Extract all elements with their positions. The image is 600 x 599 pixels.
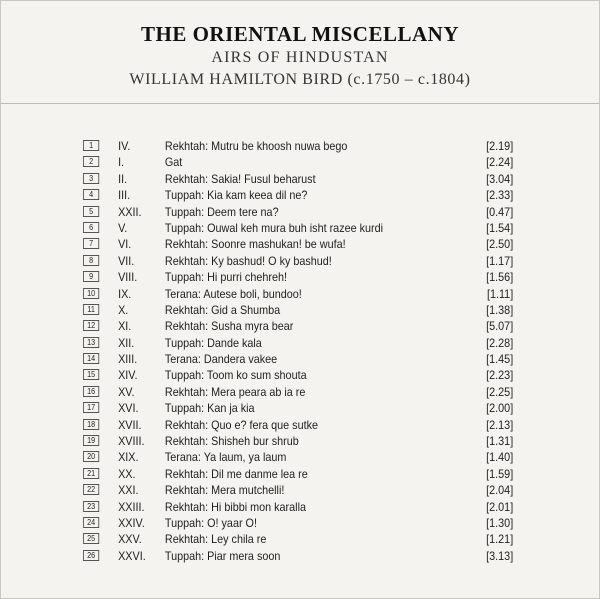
track-roman-numeral: XXIV. bbox=[118, 515, 145, 530]
track-duration: [2.19] bbox=[486, 139, 514, 153]
track-duration: [1.11] bbox=[486, 286, 514, 301]
track-duration: [2.13] bbox=[486, 417, 514, 432]
track-title: Tuppah: Kia kam keea dil ne? bbox=[164, 188, 308, 203]
track-row bbox=[83, 171, 513, 187]
track-list bbox=[83, 138, 513, 564]
track-duration: [3.04] bbox=[486, 171, 514, 186]
track-duration: [5.07] bbox=[486, 319, 514, 334]
track-roman-numeral: XXV. bbox=[118, 532, 142, 547]
track-roman-numeral: XIII. bbox=[118, 352, 138, 367]
album-subtitle: AIRS OF HINDUSTAN bbox=[211, 49, 389, 66]
track-roman-numeral: IX. bbox=[118, 286, 132, 301]
track-row bbox=[83, 466, 513, 482]
track-row bbox=[83, 417, 513, 433]
track-duration: [2.24] bbox=[486, 155, 514, 170]
track-duration: [2.33] bbox=[486, 188, 514, 203]
track-row bbox=[83, 187, 513, 203]
track-title: Tuppah: Deem tere na? bbox=[164, 204, 279, 219]
track-roman-numeral: XVI. bbox=[118, 401, 139, 416]
track-roman-numeral: XV. bbox=[118, 384, 135, 399]
track-row bbox=[83, 236, 513, 252]
track-row bbox=[83, 367, 513, 383]
track-row bbox=[83, 286, 513, 302]
track-duration: [2.04] bbox=[486, 483, 514, 498]
track-number-box: 6 bbox=[83, 222, 99, 233]
track-title: Rekhtah: Soonre mashukan! be wufa! bbox=[164, 237, 346, 252]
track-duration: [0.47] bbox=[486, 204, 514, 219]
track-row bbox=[83, 204, 513, 220]
composer-line: WILLIAM HAMILTON BIRD (c.1750 – c.1804) bbox=[129, 71, 471, 88]
track-title: Tuppah: Toom ko sum shouta bbox=[164, 368, 307, 383]
track-roman-numeral: XII. bbox=[118, 335, 135, 350]
track-duration: [1.45] bbox=[486, 352, 514, 367]
track-number-box: 7 bbox=[83, 238, 99, 249]
track-duration: [1.17] bbox=[486, 253, 514, 268]
track-title: Tuppah: Ouwal keh mura buh isht razee kurdi bbox=[164, 220, 384, 235]
track-row bbox=[83, 154, 513, 170]
track-duration: [2.25] bbox=[486, 384, 514, 399]
track-number-box: 2 bbox=[83, 156, 99, 167]
track-roman-numeral: IV. bbox=[118, 139, 131, 153]
track-number-box: 16 bbox=[83, 386, 99, 397]
track-number-box: 10 bbox=[83, 288, 99, 299]
track-duration: [1.59] bbox=[486, 466, 514, 481]
track-duration: [3.13] bbox=[486, 548, 514, 563]
track-duration: [1.31] bbox=[486, 434, 514, 449]
track-row bbox=[83, 384, 513, 400]
track-duration: [2.50] bbox=[486, 237, 514, 252]
track-roman-numeral: VII. bbox=[118, 253, 135, 268]
track-roman-numeral: VI. bbox=[118, 237, 132, 252]
track-duration: [1.56] bbox=[486, 270, 514, 285]
track-number-box: 21 bbox=[83, 468, 99, 479]
track-roman-numeral: XXVI. bbox=[118, 548, 146, 563]
track-duration: [2.23] bbox=[486, 368, 514, 383]
track-duration: [1.21] bbox=[486, 532, 514, 547]
track-title: Rekhtah: Gid a Shumba bbox=[164, 302, 281, 317]
track-number-box: 25 bbox=[83, 533, 99, 544]
track-number-box: 13 bbox=[83, 337, 99, 348]
track-title: Terana: Autese boli, bundoo! bbox=[164, 286, 302, 301]
track-title: Rekhtah: Shisheh bur shrub bbox=[164, 434, 299, 449]
track-number-box: 5 bbox=[83, 206, 99, 217]
track-row bbox=[83, 220, 513, 236]
track-row bbox=[83, 138, 513, 154]
track-row bbox=[83, 335, 513, 351]
track-duration: [2.28] bbox=[486, 335, 514, 350]
album-header bbox=[1, 1, 599, 104]
track-duration: [1.38] bbox=[486, 302, 514, 317]
track-number-box: 4 bbox=[83, 189, 99, 200]
track-duration: [1.54] bbox=[486, 220, 514, 235]
track-duration: [2.01] bbox=[486, 499, 514, 514]
track-title: Tuppah: Dande kala bbox=[164, 335, 262, 350]
track-number-box: 12 bbox=[83, 320, 99, 331]
track-row bbox=[83, 449, 513, 465]
track-title: Rekhtah: Ley chila re bbox=[164, 532, 267, 547]
track-number-box: 17 bbox=[83, 402, 99, 413]
track-number-box: 20 bbox=[83, 451, 99, 462]
track-row bbox=[83, 531, 513, 547]
track-row bbox=[83, 548, 513, 564]
track-number-box: 19 bbox=[83, 435, 99, 446]
track-number-box: 22 bbox=[83, 484, 99, 495]
track-title: Rekhtah: Sakia! Fusul beharust bbox=[164, 171, 316, 186]
track-number-box: 26 bbox=[83, 550, 99, 561]
track-title: Gat bbox=[164, 155, 183, 170]
track-number-box: 15 bbox=[83, 369, 99, 380]
track-number-box: 3 bbox=[83, 173, 99, 184]
track-roman-numeral: X. bbox=[118, 302, 129, 317]
track-roman-numeral: VIII. bbox=[118, 270, 138, 285]
track-title: Rekhtah: Dil me danme lea re bbox=[164, 466, 308, 481]
track-roman-numeral: XXIII. bbox=[118, 499, 145, 514]
track-number-box: 24 bbox=[83, 517, 99, 528]
track-roman-numeral: XX. bbox=[118, 466, 136, 481]
track-duration: [2.00] bbox=[486, 401, 514, 416]
track-number-box: 8 bbox=[83, 255, 99, 266]
track-row bbox=[83, 318, 513, 334]
track-title: Tuppah: Hi purri chehreh! bbox=[164, 270, 287, 285]
track-number-box: 18 bbox=[83, 419, 99, 430]
track-title: Tuppah: Piar mera soon bbox=[164, 548, 281, 563]
track-roman-numeral: I. bbox=[118, 155, 125, 170]
track-title: Tuppah: O! yaar O! bbox=[164, 515, 257, 530]
track-roman-numeral: XIV. bbox=[118, 368, 138, 383]
track-row bbox=[83, 482, 513, 498]
album-title: THE ORIENTAL MISCELLANY bbox=[140, 22, 459, 46]
track-title: Rekhtah: Hi bibbi mon karalla bbox=[164, 499, 306, 514]
track-row bbox=[83, 253, 513, 269]
track-title: Terana: Ya laum, ya laum bbox=[164, 450, 287, 465]
track-title: Rekhtah: Susha myra bear bbox=[164, 319, 294, 334]
track-title: Rekhtah: Mutru be khoosh nuwa bego bbox=[164, 139, 348, 153]
track-roman-numeral: XI. bbox=[118, 319, 132, 334]
track-row bbox=[83, 302, 513, 318]
track-roman-numeral: V. bbox=[118, 220, 128, 235]
track-roman-numeral: XVII. bbox=[118, 417, 142, 432]
track-number-box: 9 bbox=[83, 271, 99, 282]
track-duration: [1.30] bbox=[486, 515, 514, 530]
track-roman-numeral: XIX. bbox=[118, 450, 139, 465]
track-number-box: 23 bbox=[83, 501, 99, 512]
track-title: Rekhtah: Ky bashud! O ky bashud! bbox=[164, 253, 332, 268]
track-roman-numeral: XVIII. bbox=[118, 434, 145, 449]
track-row bbox=[83, 400, 513, 416]
track-title: Rekhtah: Mera mutchelli! bbox=[164, 483, 285, 498]
track-duration: [1.40] bbox=[486, 450, 514, 465]
track-row bbox=[83, 433, 513, 449]
track-row bbox=[83, 515, 513, 531]
track-title: Terana: Dandera vakee bbox=[164, 352, 278, 367]
track-row bbox=[83, 351, 513, 367]
track-roman-numeral: II. bbox=[118, 171, 128, 186]
track-number-box: 11 bbox=[83, 304, 99, 315]
track-title: Rekhtah: Mera peara ab ia re bbox=[164, 384, 306, 399]
track-title: Rekhtah: Quo e? fera que sutke bbox=[164, 417, 318, 432]
track-row bbox=[83, 499, 513, 515]
track-roman-numeral: III. bbox=[118, 188, 131, 203]
track-row bbox=[83, 269, 513, 285]
track-number-box: 1 bbox=[83, 140, 99, 151]
track-roman-numeral: XXII. bbox=[118, 204, 142, 219]
track-title: Tuppah: Kan ja kia bbox=[164, 401, 255, 416]
track-roman-numeral: XXI. bbox=[118, 483, 139, 498]
track-number-box: 14 bbox=[83, 353, 99, 364]
